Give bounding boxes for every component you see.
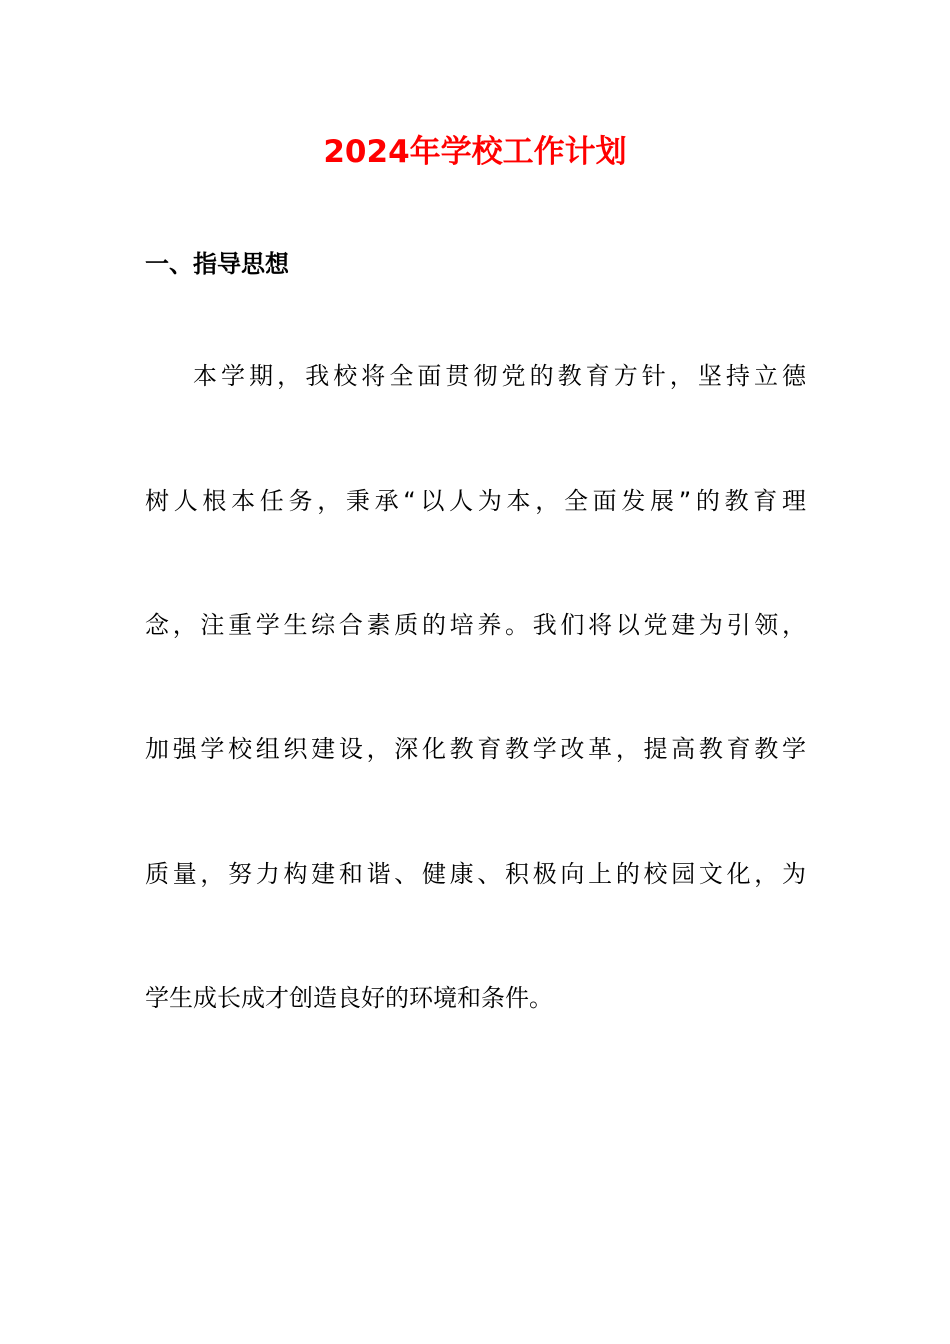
paragraph-line: 质量，努力构建和谐、健康、积极向上的校园文化，为 <box>145 860 806 888</box>
paragraph-line: 学生成长成才创造良好的环境和条件。 <box>145 984 553 1012</box>
paragraph-line: 加强学校组织建设，深化教育教学改革，提高教育教学 <box>145 735 806 763</box>
paragraph-line: 本学期，我校将全面贯彻党的教育方针，坚持立德 <box>193 362 806 390</box>
section-heading-guiding-ideology: 一、指导思想 <box>145 250 289 278</box>
paragraph-line: 念，注重学生综合素质的培养。我们将以党建为引领， <box>145 611 806 639</box>
paragraph-line: 树人根本任务，秉承“以人为本，全面发展”的教育理 <box>145 487 806 515</box>
document-title: 2024年学校工作计划 <box>323 134 627 170</box>
